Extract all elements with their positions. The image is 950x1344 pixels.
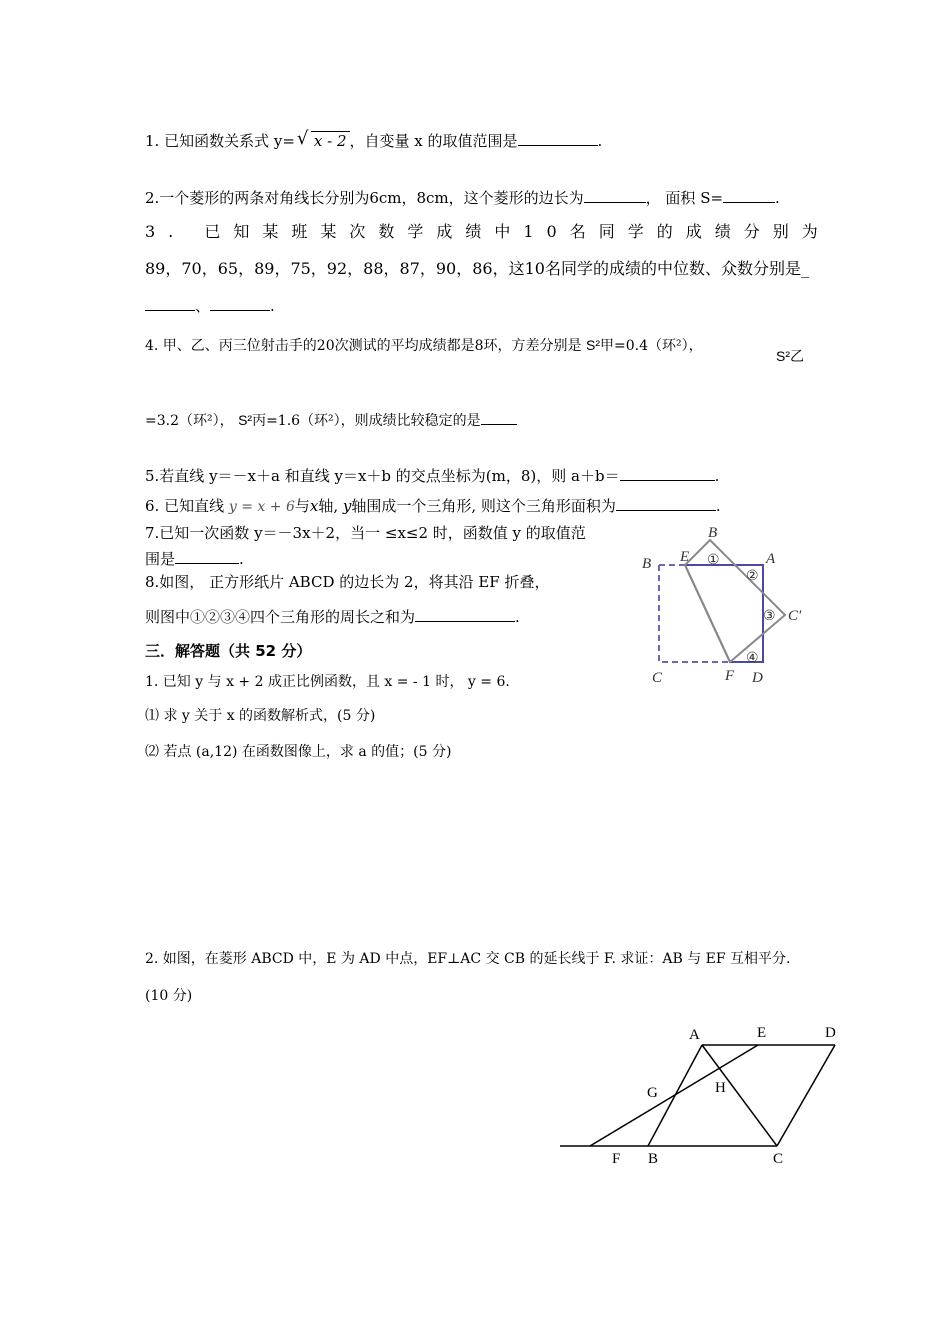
- answer-blank[interactable]: [145, 296, 195, 311]
- problem-1-sub-1: ⑴ 求 y 关于 x 的函数解析式，(5 分): [145, 708, 376, 724]
- label-b-left: B: [642, 556, 652, 572]
- question-7-line-2: 围是 .: [145, 550, 244, 568]
- question-4-line-1: 4. 甲、乙、丙三位射击手的20次测试的平均成绩都是8环，方差分别是 S²甲=0.4（环²），: [145, 337, 703, 354]
- problem-1-line-1: 1. 已知 y 与 x + 2 成正比例函数，且 x = - 1 时， y = 6.: [145, 674, 510, 690]
- question-8-line-1: 8.如图， 正方形纸片 ABCD 的边长为 2，将其沿 EF 折叠，: [145, 573, 550, 591]
- label-d: D: [825, 1025, 836, 1041]
- circle-1: ①: [707, 553, 720, 568]
- answer-blank[interactable]: [175, 549, 239, 564]
- circle-3: ③: [763, 609, 776, 624]
- answer-blank[interactable]: [616, 496, 716, 511]
- question-1: 1. 已知函数关系式 y= √ x - 2 ，自变量 x 的取值范围是 .: [145, 128, 603, 150]
- rhombus-figure: [555, 1020, 855, 1170]
- problem-1-sub-2: ⑵ 若点 (a,12) 在函数图像上，求 a 的值；(5 分): [145, 744, 452, 760]
- answer-blank[interactable]: [518, 131, 598, 146]
- circle-4: ④: [746, 651, 759, 666]
- section-heading: 三．解答题（共 52 分）: [145, 642, 312, 660]
- question-3-line-2: 89，70，65，89，75，92，88，87，90，86，这10名同学的成绩的中位数、众数分别是_: [145, 259, 809, 278]
- label-a: A: [689, 1027, 700, 1043]
- label-h: H: [715, 1080, 726, 1096]
- question-2: 2.一个菱形的两条对角线长分别为6cm，8cm，这个菱形的边长为 ， 面积 S= .: [145, 189, 780, 207]
- folded-square-figure: [630, 520, 820, 690]
- answer-blank[interactable]: [620, 466, 715, 481]
- answer-blank[interactable]: [210, 296, 270, 311]
- question-5: 5.若直线 y＝－x＋a 和直线 y＝x＋b 的交点坐标为(m，8)，则 a＋b＝ .: [145, 467, 720, 485]
- circle-2: ②: [746, 569, 759, 584]
- answer-blank[interactable]: [481, 410, 517, 425]
- diagonal-ac: [702, 1045, 777, 1146]
- question-6: 6. 已知直线 y = x + 6与x轴, y轴围成一个三角形, 则这个三角形面积为 .: [145, 497, 721, 515]
- label-f: F: [612, 1151, 621, 1167]
- label-g: G: [647, 1085, 658, 1101]
- label-b-top: B: [708, 525, 718, 541]
- question-3-line-1: 3. 已知某班某次数学成绩中10名同学的成绩分别为: [145, 222, 831, 241]
- label-f: F: [725, 668, 735, 684]
- label-c: C: [652, 670, 663, 686]
- variance-yi: S²乙: [776, 348, 804, 364]
- question-8-line-2: 则图中①②③④四个三角形的周长之和为 .: [145, 608, 520, 626]
- question-7-line-1: 7.已知一次函数 y＝－3x＋2，当一 ≤x≤2 时，函数值 y 的取值范: [145, 524, 586, 542]
- label-d: D: [752, 670, 763, 686]
- answer-blank[interactable]: [584, 188, 646, 203]
- label-b: B: [648, 1151, 659, 1167]
- sqrt-expression: √ x - 2: [297, 131, 350, 151]
- label-c-prime: C′: [788, 608, 802, 624]
- answer-blank[interactable]: [723, 188, 775, 203]
- segment-ef: [590, 1045, 758, 1146]
- problem-2-line-2: (10 分): [145, 988, 193, 1004]
- label-e: E: [757, 1025, 767, 1041]
- question-4-line-2: =3.2（环²）， S²丙=1.6（环²），则成绩比较稳定的是: [145, 410, 517, 431]
- problem-2-line-1: 2. 如图，在菱形 ABCD 中，E 为 AD 中点，EF⊥AC 交 CB 的延长线于 F. 求证：AB 与 EF 互相平分.: [145, 951, 791, 967]
- label-a: A: [766, 551, 776, 567]
- dashed-outline: [659, 565, 730, 662]
- answer-blank[interactable]: [415, 607, 515, 622]
- label-c: C: [773, 1151, 784, 1167]
- side-dc: [777, 1045, 835, 1146]
- label-e: E: [680, 549, 690, 565]
- question-3-line-3: 、 .: [145, 296, 275, 316]
